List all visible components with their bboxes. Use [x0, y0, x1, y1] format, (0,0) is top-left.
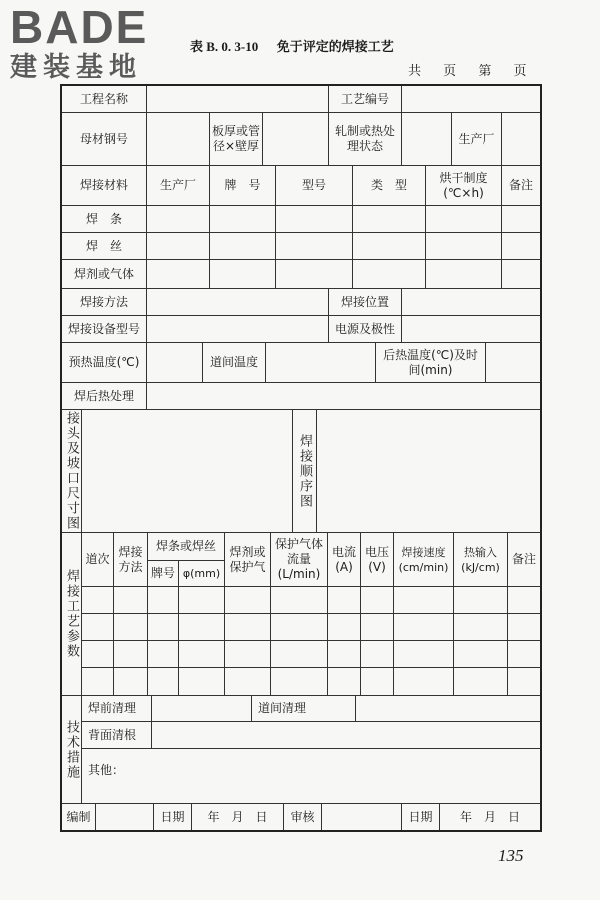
- materials-header: 焊接材料: [62, 166, 147, 206]
- col-heat-input: 热输入(kJ/cm): [454, 533, 508, 587]
- table-row[interactable]: [82, 587, 114, 614]
- prepared-label: 编制: [62, 804, 96, 830]
- base-steel-label: 母材钢号: [62, 113, 147, 166]
- col-flux-gas: 焊剂或保护气: [225, 533, 271, 587]
- flux-model[interactable]: [276, 260, 353, 289]
- table-cell[interactable]: [361, 614, 394, 641]
- date1-field[interactable]: 年 月 日: [192, 804, 284, 830]
- table-cell[interactable]: [225, 614, 271, 641]
- table-cell[interactable]: [508, 641, 540, 668]
- params-section-label: 焊接工艺参数: [62, 533, 82, 696]
- row-wire: 焊 丝: [62, 233, 147, 260]
- table-cell[interactable]: [394, 641, 454, 668]
- process-no-field[interactable]: [402, 86, 540, 113]
- flux-type[interactable]: [353, 260, 426, 289]
- current-label: 第: [478, 64, 492, 79]
- measures-section-label: 技术措施: [62, 696, 82, 804]
- table-cell[interactable]: [114, 614, 148, 641]
- interpass-field[interactable]: [266, 343, 376, 383]
- pwht-field[interactable]: [147, 383, 540, 410]
- table-cell[interactable]: [225, 587, 271, 614]
- table-cell[interactable]: [394, 614, 454, 641]
- table-cell[interactable]: [179, 614, 225, 641]
- row-flux-gas: 焊剂或气体: [62, 260, 147, 289]
- col-method: 焊接方法: [114, 533, 148, 587]
- flux-manufacturer[interactable]: [147, 260, 210, 289]
- table-cell[interactable]: [148, 668, 179, 696]
- equipment-model-label: 焊接设备型号: [62, 316, 147, 343]
- welding-position-label: 焊接位置: [329, 289, 402, 316]
- table-cell[interactable]: [328, 614, 361, 641]
- manufacturer-field[interactable]: [502, 113, 540, 166]
- others-field[interactable]: [82, 749, 540, 804]
- electrode-drying[interactable]: [426, 206, 502, 233]
- prepared-field[interactable]: [96, 804, 154, 830]
- table-cell[interactable]: [179, 587, 225, 614]
- table-cell[interactable]: [454, 614, 508, 641]
- page-counter: [408, 60, 544, 79]
- col-speed: 焊接速度(cm/min): [394, 533, 454, 587]
- table-cell[interactable]: [361, 587, 394, 614]
- page-number: 135: [498, 846, 524, 865]
- back-gouge-field[interactable]: [152, 722, 540, 749]
- logo-subtitle: 建装基地: [10, 52, 142, 83]
- table-cell[interactable]: [271, 668, 328, 696]
- col-voltage: 电压(V): [361, 533, 394, 587]
- table-cell[interactable]: [114, 641, 148, 668]
- table-cell[interactable]: [508, 668, 540, 696]
- date2-field[interactable]: 年 月 日: [459, 809, 520, 824]
- table-name: 免于评定的焊接工艺: [276, 40, 394, 55]
- table-cell[interactable]: [114, 587, 148, 614]
- col-filler: 焊条或焊丝: [148, 533, 225, 561]
- col-pass: 道次: [82, 533, 114, 587]
- electrode-remark[interactable]: [502, 206, 540, 233]
- groove-diagram-label: 接头及坡口尺寸图: [62, 410, 82, 533]
- electrode-manufacturer[interactable]: [147, 206, 210, 233]
- thickness-label: 板厚或管径×壁厚: [210, 113, 263, 166]
- preheat-label: 预热温度(℃): [62, 343, 147, 383]
- project-name-field[interactable]: [147, 86, 329, 113]
- welding-method-field[interactable]: [147, 289, 329, 316]
- col-remark: 备注: [502, 166, 540, 206]
- table-row[interactable]: [82, 614, 114, 641]
- table-cell[interactable]: [361, 668, 394, 696]
- wire-brand[interactable]: [210, 233, 276, 260]
- process-no-label: 工艺编号: [329, 86, 402, 113]
- postheat-label: 后热温度(℃)及时间(min): [376, 343, 486, 383]
- col-drying: 烘干制度(℃×h): [426, 166, 502, 206]
- table-cell[interactable]: [271, 587, 328, 614]
- preheat-field[interactable]: [147, 343, 203, 383]
- welding-method-label: 焊接方法: [62, 289, 147, 316]
- wire-manufacturer[interactable]: [147, 233, 210, 260]
- table-cell[interactable]: [328, 641, 361, 668]
- page-label: 页: [443, 64, 457, 79]
- rolling-state-label: 轧制或热处理状态: [329, 113, 402, 166]
- col-current: 电流(A): [328, 533, 361, 587]
- row-electrode: 焊 条: [62, 206, 147, 233]
- table-number: 表 B. 0. 3-10: [190, 39, 259, 54]
- base-steel-field[interactable]: [147, 113, 210, 166]
- table-cell[interactable]: [225, 641, 271, 668]
- table-row[interactable]: [82, 668, 114, 696]
- table-cell[interactable]: [454, 668, 508, 696]
- table-cell[interactable]: [179, 641, 225, 668]
- col-filler-diameter: φ(mm): [179, 561, 225, 587]
- sequence-diagram-label: 焊接顺序图: [293, 410, 317, 533]
- table-cell[interactable]: [148, 587, 179, 614]
- table-cell[interactable]: [148, 641, 179, 668]
- table-cell[interactable]: [394, 668, 454, 696]
- date2-label: 日期: [402, 804, 440, 830]
- equipment-model-field[interactable]: [147, 316, 329, 343]
- electrode-type[interactable]: [353, 206, 426, 233]
- pre-clean-field[interactable]: [152, 696, 252, 722]
- table-cell[interactable]: [508, 587, 540, 614]
- col-type: 类 型: [353, 166, 426, 206]
- back-gouge-label: 背面清根: [82, 722, 152, 749]
- table-cell[interactable]: [394, 587, 454, 614]
- review-field[interactable]: [322, 804, 402, 830]
- table-cell[interactable]: [454, 641, 508, 668]
- sequence-diagram-area[interactable]: [317, 410, 540, 533]
- bade-logo: [10, 1, 180, 84]
- table-cell[interactable]: [328, 587, 361, 614]
- table-cell[interactable]: [179, 668, 225, 696]
- col-brand: 牌 号: [210, 166, 276, 206]
- electrode-brand[interactable]: [210, 206, 276, 233]
- col-param-remark: 备注: [508, 533, 540, 587]
- interpass-label: 道间温度: [203, 343, 266, 383]
- total-label: 共: [408, 64, 422, 79]
- thickness-field[interactable]: [263, 113, 329, 166]
- pre-clean-label: 焊前清理: [82, 696, 152, 722]
- logo-brand: BADE: [10, 1, 149, 53]
- power-polarity-field[interactable]: [402, 316, 540, 343]
- project-name-label: 工程名称: [62, 86, 147, 113]
- wire-type[interactable]: [353, 233, 426, 260]
- welding-procedure-form: [60, 84, 542, 832]
- flux-remark[interactable]: [502, 260, 540, 289]
- table-cell[interactable]: [361, 641, 394, 668]
- manufacturer-label: 生产厂: [452, 113, 502, 166]
- table-cell[interactable]: [114, 668, 148, 696]
- table-cell[interactable]: [271, 641, 328, 668]
- flux-drying[interactable]: [426, 260, 502, 289]
- table-cell[interactable]: [271, 614, 328, 641]
- table-cell[interactable]: [148, 614, 179, 641]
- date1-label: 日期: [154, 804, 192, 830]
- table-cell[interactable]: [225, 668, 271, 696]
- col-model: 型号: [276, 166, 353, 206]
- electrode-model[interactable]: [276, 206, 353, 233]
- col-gas-flow: 保护气体流量(L/min): [271, 533, 328, 587]
- page-label-2: 页: [513, 64, 527, 79]
- wire-remark[interactable]: [502, 233, 540, 260]
- table-title: [190, 36, 394, 55]
- rolling-state-field[interactable]: [402, 113, 452, 166]
- flux-brand[interactable]: [210, 260, 276, 289]
- interpass-clean-label: 道间清理: [252, 696, 356, 722]
- wire-model[interactable]: [276, 233, 353, 260]
- col-manufacturer: 生产厂: [147, 166, 210, 206]
- table-cell[interactable]: [454, 587, 508, 614]
- groove-diagram-area[interactable]: [82, 410, 293, 533]
- pwht-label: 焊后热处理: [62, 383, 147, 410]
- table-cell[interactable]: [328, 668, 361, 696]
- wire-drying[interactable]: [426, 233, 502, 260]
- review-label: 审核: [284, 804, 322, 830]
- others-label: 其他：: [88, 763, 125, 777]
- col-filler-brand: 牌号: [148, 561, 179, 587]
- power-polarity-label: 电源及极性: [329, 316, 402, 343]
- table-cell[interactable]: [508, 614, 540, 641]
- welding-position-field[interactable]: [402, 289, 540, 316]
- table-row[interactable]: [82, 641, 114, 668]
- interpass-clean-field[interactable]: [356, 696, 540, 722]
- postheat-field[interactable]: [486, 343, 540, 383]
